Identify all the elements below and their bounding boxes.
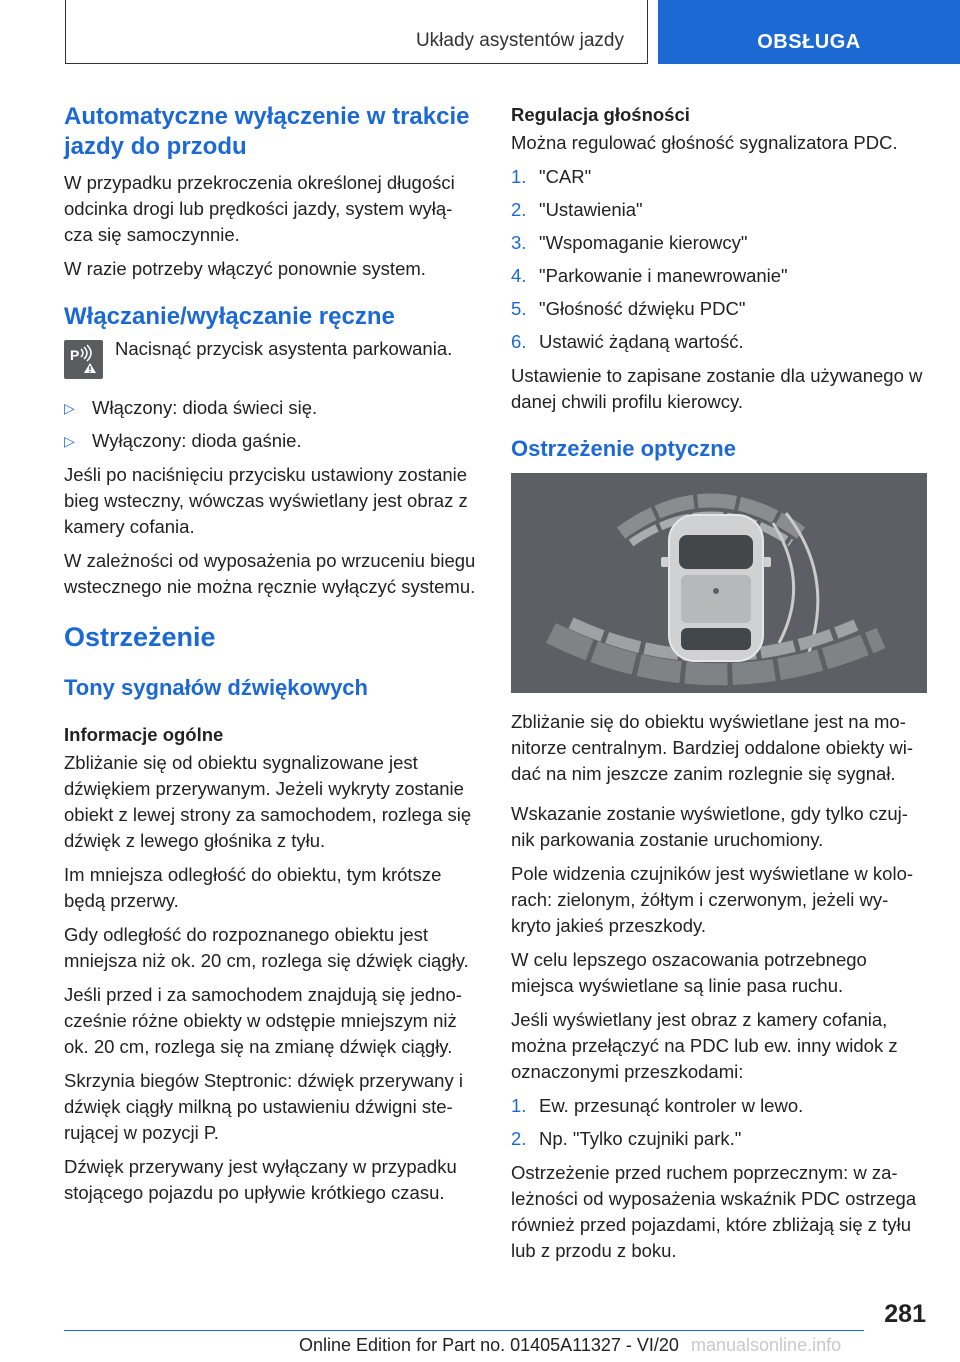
paragraph: Ostrzeżenie przed ruchem poprzecznym: w za- leżności od wyposażenia wskaźnik PDC ostrzega również przed pojazdami, które zbliżają się z tyłu lub z przodu z boku. (511, 1162, 917, 1261)
paragraph: W celu lepszego oszacowania potrzebnego miejsca wyświetlane są linie pasa ruchu. (511, 949, 867, 996)
list-item: 3. "Wspomaganie kierowcy" (511, 232, 748, 253)
heading-general: Informacje ogólne (64, 724, 224, 745)
page-number: 281 (884, 1300, 926, 1328)
heading-manual: Włączanie/wyłączanie ręczne (64, 303, 395, 330)
left-column (64, 102, 484, 1214)
heading-auto-off: Automatyczne wyłączenie w trakcie jazdy do przodu (64, 103, 470, 160)
paragraph: W zależności od wyposażenia po wrzuceniu biegu wstecznego nie można ręcznie wyłączyć systemu. (64, 550, 476, 597)
paragraph: W przypadku przekroczenia określonej długości odcinka drogi lub prędkości jazdy, system wyłą- cza się samoczynnie. (64, 172, 455, 245)
list-item: 4. "Parkowanie i manewrowanie" (511, 265, 788, 286)
paragraph: Gdy odległość do rozpoznanego obiektu jest mniejsza niż ok. 20 cm, rozlega się dźwięk ciągły. (64, 924, 469, 971)
paragraph: Wskazanie zostanie wyświetlone, gdy tylko czuj- nik parkowania zostanie uruchomiony. (511, 803, 908, 850)
list-item: 1. "CAR" (511, 166, 592, 187)
steps-list (511, 164, 929, 355)
paragraph: Dźwięk przerywany jest wyłączany w przypadku stojącego pojazdu po upływie krótkiego czasu. (64, 1156, 457, 1203)
heading-tones: Tony sygnałów dźwiękowych (64, 675, 368, 700)
list-item: ▷ Wyłączony: dioda gaśnie. (64, 428, 484, 454)
paragraph: Jeśli wyświetlany jest obraz z kamery cofania, można przełączyć na PDC lub ew. inny widok z oznaczonymi przeszkodami: (511, 1009, 898, 1082)
triangle-bullet-icon: ▷ (64, 400, 75, 416)
watermark: manualsonline.info (691, 1335, 842, 1355)
view-list (511, 1093, 929, 1152)
paragraph: Jeśli po naciśnięciu przycisku ustawiony zostanie bieg wsteczny, wówczas wyświetlany jest obraz z kamery cofania. (64, 464, 468, 537)
paragraph: Skrzynia biegów Steptronic: dźwięk przerywany i dźwięk ciągły milkną po ustawieniu dźwigni ste- rującej w pozycji P. (64, 1070, 463, 1143)
triangle-bullet-icon: ▷ (64, 433, 75, 449)
paragraph: Można regulować głośność sygnalizatora PDC. (511, 132, 898, 153)
heading-warning: Ostrzeżenie (64, 622, 216, 652)
section-title: Układy asystentów jazdy (415, 30, 624, 51)
list-item: 6. Ustawić żądaną wartość. (511, 331, 744, 352)
list-item: ▷ Włączony: dioda świeci się. (64, 395, 484, 421)
state-list (64, 395, 484, 454)
edition-info: Online Edition for Part no. 01405A11327 - VI/20 (299, 1335, 679, 1355)
svg-text:P: P (70, 347, 80, 363)
paragraph: W razie potrzeby włączyć ponownie system. (64, 258, 426, 279)
paragraph: Pole widzenia czujników jest wyświetlane w kolo- rach: zielonym, żółtym i czerwonym, jeżeli wy- kryto jakieś przeszkody. (511, 863, 914, 936)
paragraph: Nacisnąć przycisk asystenta parkowania. (115, 338, 453, 359)
list-item: 2. "Ustawienia" (511, 199, 643, 220)
paragraph: Zbliżanie się do obiektu wyświetlane jest na mo- nitorze centralnym. Bardziej oddalone obiekty wi- dać na nim jeszcze zanim rozlegnie się sygnał. (511, 711, 914, 784)
parking-assistant-button-icon (64, 340, 103, 379)
paragraph: Ustawienie to zapisane zostanie dla używanego w danej chwili profilu kierowcy. (511, 365, 923, 412)
button-instruction (64, 340, 484, 379)
pdc-display-illustration (511, 473, 927, 693)
chapter-tab[interactable]: OBSŁUGA (658, 0, 960, 64)
paragraph: Im mniejsza odległość do obiektu, tym krótsze będą przerwy. (64, 864, 442, 911)
list-item: 5. "Głośność dźwięku PDC" (511, 298, 746, 319)
heading-volume: Regulacja głośności (511, 104, 690, 125)
list-item: 1. Ew. przesunąć kontroler w lewo. (511, 1095, 804, 1116)
footer-divider (64, 1330, 864, 1331)
list-item: 2. Np. "Tylko czujniki park." (511, 1128, 742, 1149)
right-column (511, 102, 929, 1272)
paragraph: Jeśli przed i za samochodem znajdują się jedno- cześnie różne obiekty w odstępie mniejszym niż ok. 20 cm, rozlega się na zmianę dźwięk ciągły. (64, 984, 462, 1057)
heading-optical: Ostrzeżenie optyczne (511, 436, 736, 461)
paragraph: Zbliżanie się od obiektu sygnalizowane jest dźwiękiem przerywanym. Jeżeli wykryty zostanie obiekt z lewej strony za samochodem, rozlega się dźwięk z lewego głośnika z tyłu. (64, 752, 472, 851)
